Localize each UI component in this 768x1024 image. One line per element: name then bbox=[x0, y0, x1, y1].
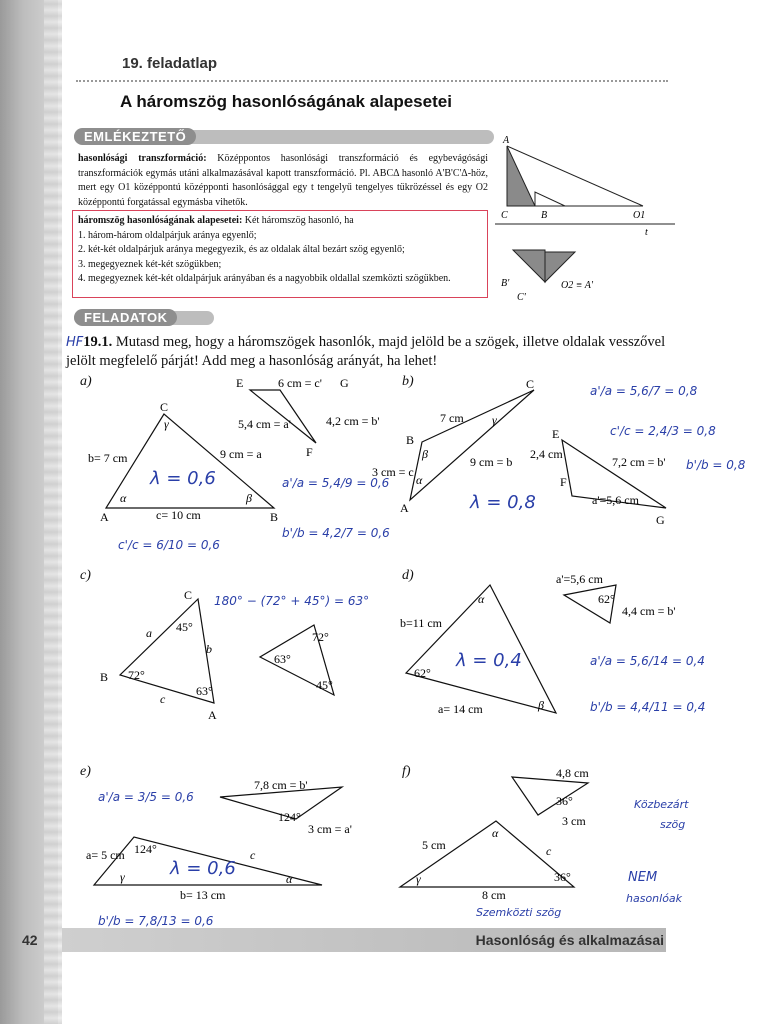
vertex-E: E bbox=[552, 427, 560, 441]
side-a: a= 5 cm bbox=[86, 848, 125, 862]
t1-side-48: 4,8 cm bbox=[556, 766, 589, 780]
remind-label: EMLÉKEZTETŐ bbox=[74, 128, 196, 145]
side-a: a bbox=[146, 626, 152, 640]
lambda-a: λ = 0,6 bbox=[150, 468, 216, 489]
angle-beta: β bbox=[422, 447, 428, 461]
angle-alpha: α bbox=[416, 473, 423, 487]
case-item: 1. három-három oldalpárjuk aránya egyenlő; bbox=[78, 229, 257, 241]
remind-definition: Középpontos hasonlósági transzformáció és egybevágósági transzformációk egymás utáni alkalmazásával kapott transzformáció. Pl. ABCΔ hasonló A'B'C'Δ-höz, mert egy O1 középpontú középponti hasonlósággal egy t tengelyű tengelyes tükrözéssel és egy O2 középpontú forgatással egymásba vihetők. bbox=[78, 153, 488, 208]
side-5: 5 cm bbox=[422, 838, 446, 852]
side-c: c= 10 cm bbox=[156, 508, 201, 522]
case-item: 2. két-két oldalpárjuk aránya megegyezik, és az oldalak által bezárt szög egyenlő; bbox=[78, 244, 405, 255]
side-c: 3 cm = c bbox=[372, 465, 414, 479]
side-a: 9 cm = a bbox=[220, 447, 262, 461]
small-triangle bbox=[535, 192, 565, 206]
part-f-figure bbox=[396, 765, 606, 905]
chapter-title: Hasonlóság és alkalmazásai bbox=[475, 932, 664, 948]
ratio-e1: a'/a = 3/5 = 0,6 bbox=[98, 790, 194, 804]
remind-header bbox=[74, 128, 494, 146]
triangle-abc bbox=[410, 390, 534, 500]
t2-angle-63: 63° bbox=[274, 652, 291, 666]
side-b-prime: 4,2 cm = b' bbox=[326, 414, 380, 428]
angle-62: 62° bbox=[414, 666, 431, 680]
t2-side-b: 4,4 cm = b' bbox=[622, 604, 676, 618]
sheet-number: 19. feladatlap bbox=[122, 55, 218, 72]
angle-124: 124° bbox=[134, 842, 157, 856]
remind-text bbox=[78, 152, 488, 210]
triangle-1 bbox=[512, 777, 588, 815]
vertex-G: G bbox=[656, 513, 665, 527]
part-f-label: f) bbox=[402, 764, 411, 779]
side-ef: 2,4 cm bbox=[530, 447, 563, 461]
note-not: NEM bbox=[628, 870, 658, 885]
angle-a: 63° bbox=[196, 684, 213, 698]
note-included: Közbezárt bbox=[634, 798, 689, 811]
vertex-F: F bbox=[560, 475, 567, 489]
cases-intro: Két háromszög hasonló, ha bbox=[242, 215, 354, 226]
ratio-d1: a'/a = 5,6/14 = 0,4 bbox=[590, 654, 705, 668]
angle-beta: β bbox=[538, 698, 544, 712]
angle-alpha: α bbox=[120, 491, 127, 505]
side-b: b= 7 cm bbox=[88, 451, 128, 465]
side-b-prime: 7,2 cm = b' bbox=[612, 455, 666, 469]
part-b-label: b) bbox=[402, 374, 414, 389]
t2-angle-72: 72° bbox=[312, 630, 329, 644]
axis-label-t: t bbox=[645, 227, 648, 238]
part-b-figure bbox=[372, 377, 686, 530]
vertex-B: B bbox=[270, 510, 279, 524]
vertex-A: A bbox=[208, 708, 217, 722]
side-c: c bbox=[250, 848, 256, 862]
task-number: 19.1. bbox=[83, 334, 113, 350]
cases-term: háromszög hasonlóságának alapesetei: bbox=[78, 215, 243, 226]
task-text: Mutasd meg, hogy a háromszögek hasonlók, majd jelöld be a szögek, illetve oldalak vesszővel jelölt megfelelő párját! Add meg a hasonlóság arányát, ha lehet! bbox=[66, 334, 666, 369]
point-C-prime: C' bbox=[517, 292, 526, 303]
ratio-d2: b'/b = 4,4/11 = 0,4 bbox=[590, 700, 706, 714]
vertex-E: E bbox=[236, 376, 244, 390]
tasks-label: FELADATOK bbox=[74, 309, 177, 326]
point-B: B bbox=[541, 210, 548, 221]
side-c: c bbox=[160, 692, 166, 706]
part-c-label: c) bbox=[80, 568, 91, 583]
side-c: c bbox=[546, 844, 552, 858]
angle-gamma: γ bbox=[416, 872, 421, 886]
angle-c: 45° bbox=[176, 620, 193, 634]
rotated-triangle bbox=[545, 252, 575, 282]
vertex-C: C bbox=[526, 377, 535, 391]
t1-side-b: 7,8 cm = b' bbox=[254, 778, 308, 792]
vertex-C: C bbox=[184, 588, 193, 602]
side-b: b= 13 cm bbox=[180, 888, 226, 902]
vertex-C: C bbox=[160, 400, 169, 414]
lambda-d: λ = 0,4 bbox=[456, 650, 522, 671]
t1-side-a: 3 cm = a' bbox=[308, 822, 352, 836]
remind-figure bbox=[495, 132, 675, 302]
dotted-divider bbox=[76, 80, 668, 82]
lambda-e: λ = 0,6 bbox=[170, 858, 236, 879]
page-number: 42 bbox=[22, 932, 38, 948]
homework-mark: HF bbox=[66, 335, 84, 350]
image-triangle bbox=[513, 250, 545, 282]
angle-alpha: α bbox=[478, 592, 485, 606]
cases-list bbox=[78, 214, 482, 287]
side-c-prime: 6 cm = c' bbox=[278, 376, 322, 390]
point-B-prime: B' bbox=[501, 278, 510, 289]
task-statement bbox=[66, 333, 676, 370]
angle-alpha: α bbox=[286, 872, 293, 886]
ratio-a3: c'/c = 6/10 = 0,6 bbox=[118, 538, 220, 552]
vertex-A: A bbox=[400, 501, 409, 515]
lambda-b: λ = 0,8 bbox=[470, 492, 536, 513]
note-angle: szög bbox=[660, 818, 686, 831]
side-b: b bbox=[206, 642, 212, 656]
vertex-F: F bbox=[306, 445, 313, 459]
side-b: 9 cm = b bbox=[470, 455, 513, 469]
ratio-b2: c'/c = 2,4/3 = 0,8 bbox=[610, 424, 716, 438]
side-a-prime: a'=5,6 cm bbox=[592, 493, 639, 507]
ratio-e2: b'/b = 7,8/13 = 0,6 bbox=[98, 914, 214, 928]
side-b: b=11 cm bbox=[400, 616, 442, 630]
tasks-header bbox=[74, 309, 214, 327]
scan-edge-texture bbox=[44, 0, 62, 1024]
t2-angle-45: 45° bbox=[316, 678, 333, 692]
vertex-A: A bbox=[100, 510, 109, 524]
t1-angle-36: 36° bbox=[556, 794, 573, 808]
point-A: A bbox=[503, 135, 510, 146]
note-similar: hasonlóak bbox=[626, 892, 683, 905]
ratio-a1: a'/a = 5,4/9 = 0,6 bbox=[282, 476, 390, 490]
side-8: 8 cm bbox=[482, 888, 506, 902]
angle-b: 72° bbox=[128, 668, 145, 682]
angle-gamma: γ bbox=[164, 417, 169, 431]
angle-alpha: α bbox=[492, 826, 499, 840]
case-item: 4. megegyeznek két-két oldalpárjuk arányában és a nagyobbik oldallal szemközti szögükben. bbox=[78, 273, 451, 284]
vertex-B: B bbox=[406, 433, 415, 447]
part-e-label: e) bbox=[80, 764, 91, 779]
remind-term: hasonlósági transzformáció: bbox=[78, 153, 207, 164]
side-a-prime: 5,4 cm = a' bbox=[238, 417, 291, 431]
angle-36: 36° bbox=[554, 870, 571, 884]
t1-side-3: 3 cm bbox=[562, 814, 586, 828]
ratio-b1: a'/a = 5,6/7 = 0,8 bbox=[590, 384, 698, 398]
shaded-triangle bbox=[507, 146, 535, 206]
angle-beta: β bbox=[246, 491, 252, 505]
t2-side-a: a'=5,6 cm bbox=[556, 572, 603, 586]
point-O1: O1 bbox=[633, 210, 646, 221]
angle-gamma: γ bbox=[492, 413, 497, 427]
note-opposite: Szemközti szög bbox=[476, 906, 562, 919]
page-title: A háromszög hasonlóságának alapesetei bbox=[120, 92, 452, 111]
t1-angle-124: 124° bbox=[278, 810, 301, 824]
vertex-G: G bbox=[340, 376, 349, 390]
ratio-a2: b'/b = 4,2/7 = 0,6 bbox=[282, 526, 390, 540]
vertex-B: B bbox=[100, 670, 109, 684]
side-a: a= 14 cm bbox=[438, 702, 483, 716]
part-a-label: a) bbox=[80, 374, 92, 389]
t2-angle-62: 62° bbox=[598, 592, 615, 606]
angle-gamma: γ bbox=[120, 870, 125, 884]
case-item: 3. megegyeznek két-két szögükben; bbox=[78, 258, 222, 270]
angle-calc: 180° − (72° + 45°) = 63° bbox=[214, 594, 370, 608]
point-O2: O2 ≡ A' bbox=[561, 280, 594, 291]
side-cb: 7 cm bbox=[440, 411, 464, 425]
ratio-b3: b'/b = 0,8 bbox=[686, 458, 746, 472]
part-d-label: d) bbox=[402, 568, 414, 583]
point-C: C bbox=[501, 210, 508, 221]
